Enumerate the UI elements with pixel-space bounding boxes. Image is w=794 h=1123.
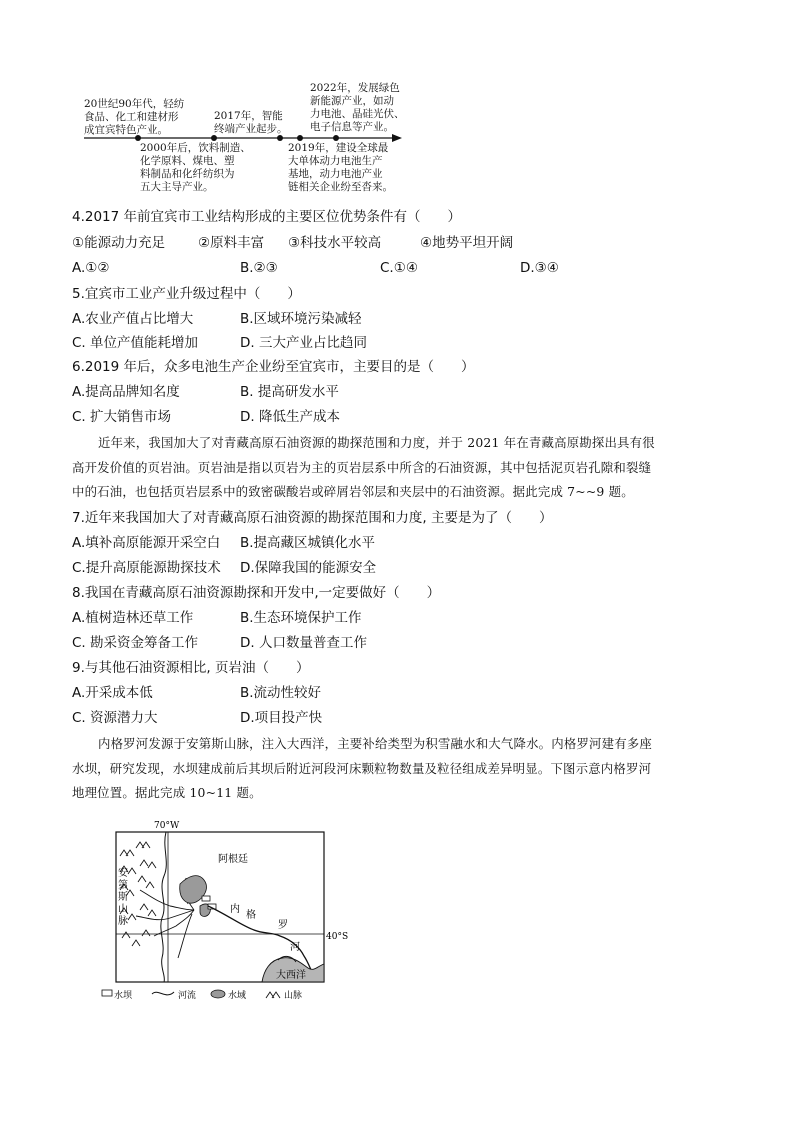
passage-line: 中的石油，也包括页岩层系中的致密碳酸岩或碎屑岩邻层和夹层中的石油资源。据此完成 7~~9 题。: [72, 484, 634, 499]
q8-option-c: C. 勘采资金筹备工作: [72, 635, 199, 651]
timeline-dot: [297, 135, 303, 141]
river-label: 格: [246, 910, 256, 921]
q5-option-a: A.农业产值占比增大: [72, 311, 194, 327]
river-label: 内: [230, 904, 240, 915]
q9-option-d: D.项目投产快: [240, 710, 323, 726]
q6-option-d: D. 降低生产成本: [240, 409, 340, 425]
mountain-label: 斯: [118, 892, 128, 903]
passage-line: 水坝，研究发现，水坝建成前后其坝后附近河段河床颗粒物数量及粒径组成差异明显。下图示意内格罗河: [72, 760, 652, 776]
q4-stem: 4.2017 年前宜宾市工业结构形成的主要区位优势条件有（ ）: [72, 209, 462, 225]
mountain-label: 脉: [118, 916, 128, 927]
q9-option-a: A.开采成本低: [72, 685, 153, 701]
passage-line: 内格罗河发源于安第斯山脉，注入大西洋，主要补给类型为积雪融水和大气降水。内格罗河建有多座: [98, 736, 652, 751]
legend-dam-symbol: [102, 990, 112, 996]
country-label: 阿根廷: [218, 854, 248, 865]
q8-option-d: D. 人口数量普查工作: [240, 635, 367, 651]
q8-option-a: A.植树造林还草工作: [72, 610, 194, 626]
q7-option-d: D.保障我国的能源安全: [240, 560, 377, 576]
timeline-event-2022: 2022年，发展绿色 新能源产业，如动 力电池、晶硅光伏、 电子信息等产业。: [310, 82, 405, 133]
q5-stem: 5.宜宾市工业产业升级过程中（ ）: [72, 286, 301, 302]
river-label: 河: [290, 942, 300, 953]
legend-river-label: 河流: [178, 991, 197, 1001]
legend-dam-label: 水坝: [114, 991, 133, 1001]
map-legend: [102, 989, 302, 1001]
q4-option-d: D.③④: [520, 260, 559, 276]
q9-option-b: B.流动性较好: [240, 685, 322, 701]
q7-option-c: C.提升高原能源勘探技术: [72, 560, 221, 576]
mountain-label: 安: [118, 868, 128, 879]
passage-line: 高开发价值的页岩油。页岩油是指以页岩为主的页岩层系中所含的石油资源，其中包括泥页岩孔隙和裂缝: [72, 459, 652, 475]
timeline-dot: [333, 135, 339, 141]
q8-option-b: B.生态环境保护工作: [240, 610, 362, 626]
legend-water-symbol: [211, 990, 225, 998]
mountain-label: 第: [118, 880, 128, 891]
ocean-label: 大西洋: [276, 970, 306, 981]
legend-mountain-label: 山脉: [284, 991, 303, 1001]
q7-stem: 7.近年来我国加大了对青藏高原石油资源的勘探范围和力度, 主要是为了（ ）: [72, 510, 553, 526]
passage-shale-oil: [72, 431, 732, 505]
timeline-event-2000: 2000年后，饮料制造、 化学原料、煤电、塑 料制品和化纤纺织为 五大主导产业。: [140, 142, 251, 193]
q9-option-c: C. 资源潜力大: [72, 710, 158, 726]
map-figure: [96, 818, 356, 1004]
legend-mountain-symbol: [266, 992, 280, 998]
timeline-figure: [72, 76, 412, 194]
q8-stem: 8.我国在青藏高原石油资源勘探和开发中,一定要做好（ ）: [72, 585, 441, 601]
q4-option-b: B.②③: [240, 260, 278, 276]
lat-label: 40°S: [326, 932, 349, 942]
q5-option-d: D. 三大产业占比趋同: [240, 335, 367, 351]
passage-negro-river: [72, 732, 732, 806]
legend-water-label: 水域: [228, 991, 247, 1001]
q4-item-4: ④地势平坦开阔: [420, 235, 514, 251]
timeline-event-2017: 2017年，智能 终端产业起步。: [214, 110, 288, 135]
q4-item-1: ①能源动力充足: [72, 235, 166, 251]
q4-option-a: A.①②: [72, 260, 110, 276]
timeline-event-1990s: 20世纪90年代，轻纺 食品、化工和建材形 成宜宾特色产业。: [84, 98, 185, 136]
q9-stem: 9.与其他石油资源相比, 页岩油（ ）: [72, 660, 310, 676]
q6-option-c: C. 扩大销售市场: [72, 409, 172, 425]
q5-option-c: C. 单位产值能耗增加: [72, 335, 199, 351]
q7-option-a: A.填补高原能源开采空白: [72, 535, 221, 551]
passage-line: 近年来，我国加大了对青藏高原石油资源的勘探范围和力度，并于 2021 年在青藏高原勘探出具有很: [98, 435, 655, 450]
q5-option-b: B.区域环境污染减轻: [240, 311, 362, 327]
q6-stem: 6.2019 年后，众多电池生产企业纷至宜宾市，主要目的是（ ）: [72, 359, 475, 375]
legend-river-symbol: [152, 992, 174, 995]
country-border: [161, 832, 166, 982]
q7-option-b: B.提高藏区城镇化水平: [240, 535, 376, 551]
river-label: 罗: [278, 920, 288, 931]
q4-item-3: ③科技水平较高: [288, 235, 382, 251]
mountain-label: 山: [118, 904, 128, 915]
map-svg: [96, 818, 356, 1004]
lon-label: 70°W: [154, 821, 180, 831]
q6-option-b: B. 提高研发水平: [240, 384, 339, 400]
timeline-event-2019: 2019年，建设全球最 大单体动力电池生产 基地，动力电池产业 链相关企业纷至沓来。: [288, 142, 393, 193]
q6-option-a: A.提高品牌知名度: [72, 384, 180, 400]
q4-item-2: ②原料丰富: [198, 235, 265, 251]
passage-line: 地理位置。据此完成 10~11 题。: [72, 785, 262, 800]
q4-option-c: C.①④: [380, 260, 418, 276]
